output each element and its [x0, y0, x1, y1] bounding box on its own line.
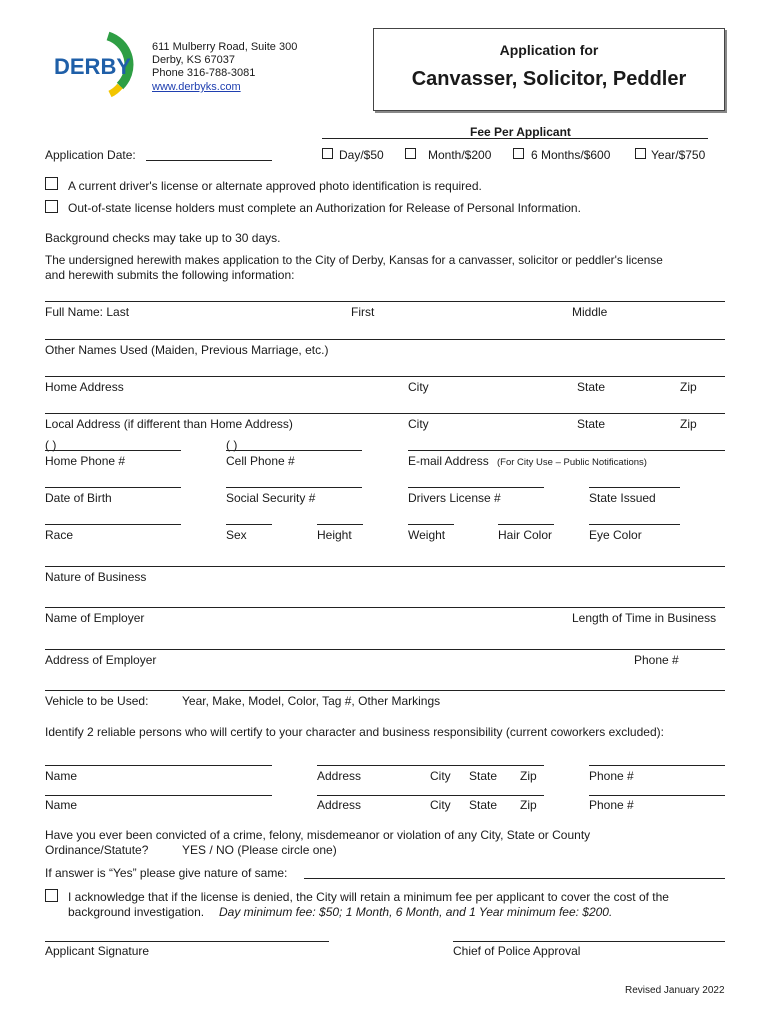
- drivers-license-label: Drivers License #: [408, 491, 501, 505]
- nature-of-business-field[interactable]: [45, 566, 725, 567]
- employer-address-field[interactable]: [45, 649, 725, 650]
- fee-day-checkbox[interactable]: [322, 148, 333, 159]
- dob-label: Date of Birth: [45, 491, 112, 505]
- home-city-label: City: [408, 380, 429, 394]
- application-date-label: Application Date:: [45, 148, 136, 162]
- home-address-field[interactable]: [45, 376, 725, 377]
- reference-2-address-label: Address: [317, 798, 362, 812]
- vehicle-field[interactable]: [45, 690, 725, 691]
- chief-approval-label: Chief of Police Approval: [453, 944, 581, 958]
- conviction-options[interactable]: YES / NO (Please circle one): [182, 843, 337, 857]
- drivers-license-field[interactable]: [408, 487, 544, 488]
- fee-year-checkbox[interactable]: [635, 148, 646, 159]
- applicant-signature-field[interactable]: [45, 941, 329, 942]
- race-label: Race: [45, 528, 74, 542]
- logo-text: DERBY: [54, 54, 132, 79]
- reference-1-address-label: Address: [317, 769, 362, 783]
- last-name-label: Full Name: Last: [45, 305, 130, 319]
- license-requirement-checkbox[interactable]: [45, 177, 58, 190]
- other-names-field[interactable]: [45, 339, 725, 340]
- reference-1-phone-label: Phone #: [589, 769, 634, 783]
- eye-color-label: Eye Color: [589, 528, 642, 542]
- cell-phone-label: Cell Phone #: [226, 454, 295, 468]
- fee-day-label: Day/$50: [339, 148, 384, 162]
- length-in-business-label: Length of Time in Business: [572, 611, 717, 625]
- reference-1-state-label: State: [469, 769, 498, 783]
- full-name-field[interactable]: [45, 301, 725, 302]
- cell-phone-field[interactable]: [226, 450, 362, 451]
- height-field[interactable]: [317, 524, 363, 525]
- acknowledge-line-2b: Day minimum fee: $50; 1 Month, 6 Month, and 1 Year minimum fee: $200.: [219, 905, 613, 919]
- ssn-field[interactable]: [226, 487, 362, 488]
- home-address-label: Home Address: [45, 380, 124, 394]
- local-address-field[interactable]: [45, 413, 725, 414]
- employer-phone-label: Phone #: [634, 653, 679, 667]
- home-phone-label: Home Phone #: [45, 454, 126, 468]
- fee-six-months-checkbox[interactable]: [513, 148, 524, 159]
- license-requirement-text: A current driver's license or alternate approved photo identification is required.: [68, 179, 482, 193]
- cell-area-code: ( ): [226, 438, 238, 452]
- employer-address-label: Address of Employer: [45, 653, 157, 667]
- local-city-label: City: [408, 417, 429, 431]
- weight-field[interactable]: [408, 524, 454, 525]
- email-label: E-mail Address: [408, 454, 489, 468]
- intro-line-2: and herewith submits the following information:: [45, 268, 295, 282]
- home-state-label: State: [577, 380, 606, 394]
- vehicle-note: Year, Make, Model, Color, Tag #, Other Markings: [182, 694, 441, 708]
- references-prompt: Identify 2 reliable persons who will certify to your character and business responsibility (current coworkers excluded):: [45, 725, 664, 739]
- conviction-question-line-2: Ordinance/Statute?: [45, 843, 149, 857]
- state-issued-label: State Issued: [589, 491, 656, 505]
- reference-2-name-label: Name: [45, 798, 78, 812]
- acknowledge-line-1: I acknowledge that if the license is denied, the City will retain a minimum fee per applicant to cover the cost of the: [68, 890, 669, 904]
- fee-heading-rule: [322, 138, 708, 139]
- title-large: Canvasser, Solicitor, Peddler: [411, 68, 687, 90]
- email-note: (For City Use – Public Notifications): [497, 457, 647, 468]
- ssn-label: Social Security #: [226, 491, 316, 505]
- nature-of-business-label: Nature of Business: [45, 570, 147, 584]
- out-of-state-text: Out-of-state license holders must complete an Authorization for Release of Personal Information.: [68, 201, 581, 215]
- employer-label: Name of Employer: [45, 611, 145, 625]
- title-small: Application for: [499, 42, 599, 58]
- revision-note: Revised January 2022: [625, 985, 725, 996]
- if-yes-field[interactable]: [304, 878, 725, 879]
- if-yes-label: If answer is “Yes” please give nature of same:: [45, 866, 288, 880]
- derby-logo-mark: [50, 30, 142, 100]
- address-line-2: Derby, KS 67037: [152, 54, 235, 66]
- chief-approval-field[interactable]: [453, 941, 725, 942]
- height-label: Height: [317, 528, 352, 542]
- reference-2-address-field[interactable]: [317, 795, 544, 796]
- application-date-field[interactable]: [146, 160, 272, 161]
- local-zip-label: Zip: [680, 417, 697, 431]
- out-of-state-checkbox[interactable]: [45, 200, 58, 213]
- reference-2-city-label: City: [430, 798, 451, 812]
- reference-2-state-label: State: [469, 798, 498, 812]
- reference-2-phone-field[interactable]: [589, 795, 725, 796]
- applicant-signature-label: Applicant Signature: [45, 944, 150, 958]
- race-field[interactable]: [45, 524, 181, 525]
- home-phone-field[interactable]: [45, 450, 181, 451]
- derby-logo: [50, 30, 142, 100]
- employer-field[interactable]: [45, 607, 725, 608]
- fee-heading: Fee Per Applicant: [470, 125, 571, 139]
- middle-name-label: Middle: [572, 305, 608, 319]
- phone-text: Phone 316-788-3081: [152, 67, 256, 79]
- address-line-1: 611 Mulberry Road, Suite 300: [152, 41, 298, 53]
- fee-six-months-label: 6 Months/$600: [531, 148, 611, 162]
- first-name-label: First: [351, 305, 375, 319]
- vehicle-label: Vehicle to be Used:: [45, 694, 149, 708]
- home-zip-label: Zip: [680, 380, 697, 394]
- website-link[interactable]: www.derbyks.com: [152, 81, 241, 93]
- title-box: [373, 28, 725, 111]
- local-address-label: Local Address (if different than Home Address): [45, 417, 293, 431]
- local-state-label: State: [577, 417, 606, 431]
- fee-month-checkbox[interactable]: [405, 148, 416, 159]
- reference-1-zip-label: Zip: [520, 769, 537, 783]
- sex-field[interactable]: [226, 524, 272, 525]
- background-note: Background checks may take up to 30 days.: [45, 231, 281, 245]
- acknowledge-checkbox[interactable]: [45, 889, 58, 902]
- fee-month-label: Month/$200: [428, 148, 492, 162]
- intro-line-1: The undersigned herewith makes application to the City of Derby, Kansas for a canvasser, solicitor or peddler's license: [45, 253, 663, 267]
- reference-1-name-field[interactable]: [45, 765, 272, 766]
- reference-1-phone-field[interactable]: [589, 765, 725, 766]
- state-issued-field[interactable]: [589, 487, 680, 488]
- reference-1-address-field[interactable]: [317, 765, 544, 766]
- sex-label: Sex: [226, 528, 247, 542]
- hair-color-field[interactable]: [498, 524, 554, 525]
- home-area-code: ( ): [45, 438, 57, 452]
- email-field[interactable]: [408, 450, 725, 451]
- fee-year-label: Year/$750: [651, 148, 706, 162]
- acknowledge-line-2a: background investigation.: [68, 905, 205, 919]
- eye-color-field[interactable]: [589, 524, 680, 525]
- reference-1-name-label: Name: [45, 769, 78, 783]
- conviction-question-line-1: Have you ever been convicted of a crime, felony, misdemeanor or violation of any City, State or County: [45, 828, 591, 842]
- reference-2-zip-label: Zip: [520, 798, 537, 812]
- weight-label: Weight: [408, 528, 446, 542]
- other-names-label: Other Names Used (Maiden, Previous Marriage, etc.): [45, 343, 329, 357]
- reference-2-phone-label: Phone #: [589, 798, 634, 812]
- dob-field[interactable]: [45, 487, 181, 488]
- reference-2-name-field[interactable]: [45, 795, 272, 796]
- reference-1-city-label: City: [430, 769, 451, 783]
- hair-color-label: Hair Color: [498, 528, 553, 542]
